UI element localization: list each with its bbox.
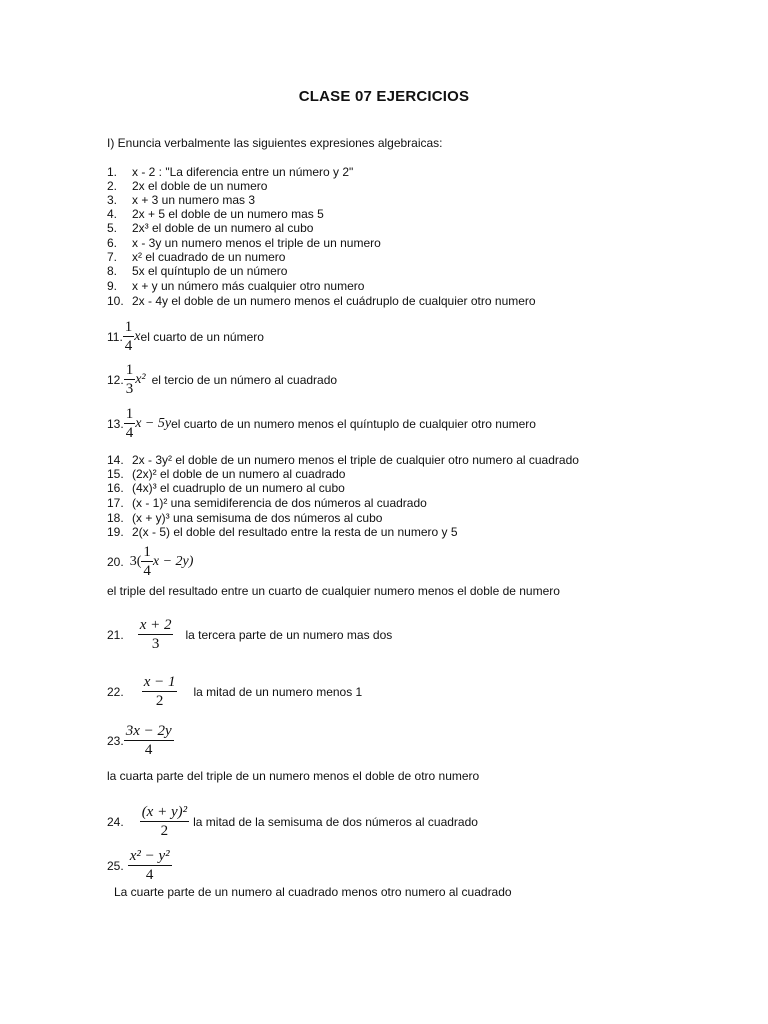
item-number: 24. [107, 814, 124, 829]
fraction [124, 405, 136, 442]
numerator: 1 [143, 544, 151, 560]
list-item [107, 722, 174, 759]
list-item [107, 847, 172, 884]
list-item [107, 318, 264, 355]
denominator: 2 [160, 823, 169, 839]
item-text: 2x + 5 el doble de un numero mas 5 [132, 207, 324, 221]
fraction [123, 318, 135, 355]
item-text: La cuarte parte de un numero al cuadrado menos otro numero al cuadrado [114, 885, 512, 899]
denominator: 4 [143, 563, 151, 579]
item-number: 13. [107, 416, 124, 431]
list-item [107, 236, 381, 250]
item-text: 5x el quíntuplo de un número [132, 264, 288, 278]
item-number: 10. [107, 294, 124, 308]
list-item [107, 279, 364, 293]
fraction [142, 673, 178, 710]
list-item [107, 165, 353, 179]
item-number: 12. [107, 372, 124, 387]
item-text: 2x - 4y el doble de un numero menos el cuádruplo de cualquier otro numero [132, 294, 536, 308]
list-item [107, 467, 345, 481]
list-item [107, 803, 478, 840]
item-number: 8. [107, 264, 118, 278]
item-number: 20. [107, 554, 124, 569]
fraction [140, 803, 189, 840]
item-text: x + 3 un numero mas 3 [132, 193, 256, 207]
item-text: 2x - 3y² el doble de un numero menos el triple de cualquier otro numero al cuadrado [132, 453, 579, 467]
numerator: x + 2 [139, 617, 172, 633]
numerator: 3x − 2y [125, 723, 172, 739]
denominator: 4 [124, 338, 133, 354]
item-number: 4. [107, 207, 118, 221]
item-text: el triple del resultado entre un cuarto de cualquier numero menos el doble de numero [107, 584, 560, 598]
denominator: 4 [144, 742, 153, 758]
numerator: 1 [125, 406, 134, 422]
fraction [124, 722, 174, 759]
item-text: (x - 1)² una semidiferencia de dos números al cuadrado [132, 496, 427, 510]
item-number: 16. [107, 481, 124, 495]
page-title: CLASE 07 EJERCICIOS [298, 88, 470, 105]
item-text: la cuarta parte del triple de un numero menos el doble de otro numero [107, 769, 480, 783]
fraction [138, 616, 174, 653]
item-number: 21. [107, 627, 124, 642]
denominator: 4 [145, 867, 154, 883]
item-text: el cuarto de un número [140, 329, 264, 344]
numerator: 1 [124, 319, 133, 335]
fraction [124, 361, 136, 398]
list-item [107, 179, 267, 193]
item-number: 25. [107, 858, 124, 873]
item-number: 6. [107, 236, 118, 250]
item-number: 22. [107, 684, 124, 699]
math-expression: 3( [129, 553, 142, 569]
numerator: x − 1 [143, 674, 176, 690]
item-number: 3. [107, 193, 118, 207]
denominator: 3 [151, 636, 160, 652]
item-text: 2x³ el doble de un numero al cubo [132, 221, 314, 235]
list-item [107, 221, 313, 235]
item-text: (2x)² el doble de un numero al cuadrado [132, 467, 346, 481]
math-expression: x² [135, 371, 146, 387]
item-number: 18. [107, 511, 124, 525]
list-item [107, 525, 458, 539]
numerator: x² − y² [129, 848, 170, 864]
denominator: 3 [125, 381, 134, 397]
list-item [107, 193, 255, 207]
math-expression: x − 2y) [152, 553, 194, 569]
item-number: 2. [107, 179, 118, 193]
item-number: 15. [107, 467, 124, 481]
item-text: 2x el doble de un numero [132, 179, 268, 193]
fraction [128, 847, 172, 884]
item-text: la mitad de un numero menos 1 [193, 684, 363, 699]
math-expression: x − 5y [135, 415, 172, 431]
instructions: I) Enuncia verbalmente las siguientes expresiones algebraicas: [107, 136, 443, 150]
list-item [107, 496, 427, 510]
math-expression: x [134, 328, 141, 344]
item-text: el tercio de un número al cuadrado [151, 372, 338, 387]
numerator: (x + y)² [141, 804, 188, 820]
list-item [107, 543, 193, 580]
list-item [107, 511, 382, 525]
list-item [107, 481, 345, 495]
list-item [107, 453, 579, 467]
list-item [107, 405, 536, 442]
list-item [107, 294, 536, 308]
list-item [107, 264, 287, 278]
denominator: 2 [155, 693, 164, 709]
list-item [107, 250, 285, 264]
item-number: 14. [107, 453, 124, 467]
item-text: el cuarto de un numero menos el quíntuplo de cualquier otro numero [171, 416, 536, 431]
item-text: (x + y)³ una semisuma de dos números al cubo [132, 511, 383, 525]
item-text: (4x)³ el cuadruplo de un numero al cubo [132, 481, 345, 495]
fraction [141, 543, 153, 580]
item-text: x - 3y un numero menos el triple de un numero [132, 236, 381, 250]
item-number: 19. [107, 525, 124, 539]
item-text: x² el cuadrado de un numero [132, 250, 286, 264]
item-number: 9. [107, 279, 118, 293]
item-text: la mitad de la semisuma de dos números al cuadrado [193, 814, 478, 829]
item-text: x - 2 : "La diferencia entre un número y 2" [132, 165, 354, 179]
list-item [107, 673, 362, 710]
list-item [107, 207, 324, 221]
item-number: 7. [107, 250, 118, 264]
item-number: 23. [107, 733, 124, 748]
item-text: 2(x - 5) el doble del resultado entre la resta de un numero y 5 [132, 525, 458, 539]
item-number: 17. [107, 496, 124, 510]
denominator: 4 [125, 425, 134, 441]
item-text: x + y un número más cualquier otro numero [132, 279, 365, 293]
list-item [107, 616, 392, 653]
item-number: 11. [107, 329, 123, 344]
item-number: 5. [107, 221, 118, 235]
item-text: la tercera parte de un numero mas dos [185, 627, 393, 642]
item-number: 1. [107, 165, 118, 179]
numerator: 1 [125, 362, 134, 378]
list-item [107, 361, 337, 398]
